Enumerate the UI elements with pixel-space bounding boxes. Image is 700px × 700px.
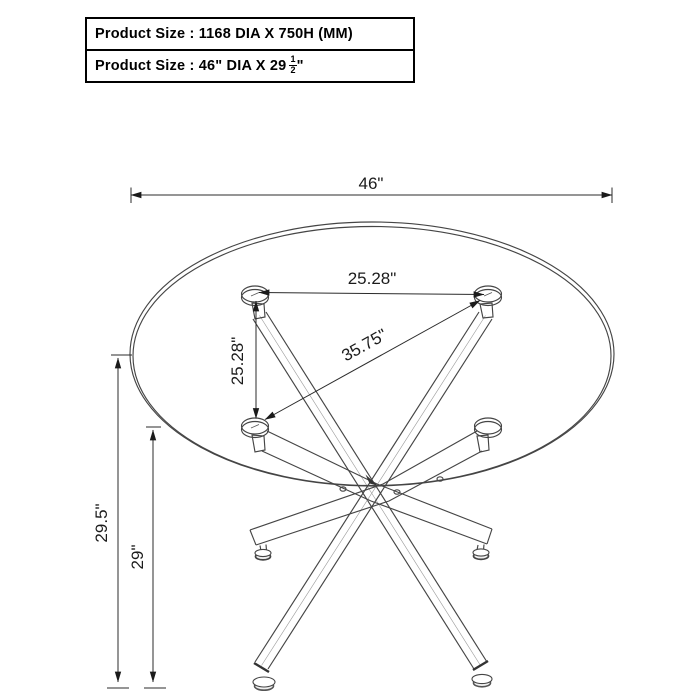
leg-discs [242, 286, 502, 452]
leg-front-right [253, 312, 492, 687]
disc-bottom-left [242, 418, 269, 438]
leg-bar-right [262, 431, 492, 559]
disc-top-left [242, 286, 269, 306]
inch-mark: " [296, 58, 304, 74]
dimension-front-leg-spacing [259, 269, 484, 295]
product-size-metric [87, 19, 413, 49]
product-size-metric-text: Product Size : 1168 DIA X 750H (MM) [95, 26, 353, 42]
product-size-imperial-text: Product Size : 46" DIA X 29 [95, 58, 287, 74]
dim-label-diagonal-leg-spacing: 35.75" [338, 325, 391, 366]
dim-label-underside-height: 29" [128, 544, 147, 570]
leg-end-cut [473, 661, 488, 670]
tabletop-ellipse-outer [130, 222, 614, 486]
dimension-underside-height [128, 427, 166, 688]
dimension-diameter [131, 174, 612, 203]
dimension-overall-height [92, 355, 132, 688]
tabletop-ellipse-inner [133, 227, 611, 486]
product-size-imperial [87, 49, 413, 81]
disc-top-right [475, 286, 502, 306]
dim-label-overall-height: 29.5" [92, 503, 111, 543]
leg-bar-left [250, 431, 482, 560]
dim-label-side-leg-spacing: 25.28" [228, 336, 247, 386]
dim-label-diameter: 46" [358, 174, 384, 193]
product-size-box [85, 17, 415, 83]
dimensions [92, 174, 612, 688]
tabletop-glass [130, 222, 614, 494]
fraction-one-half: $\frac{1}{2}$ [290, 54, 296, 75]
dim-label-front-leg-spacing: 25.28" [347, 269, 397, 288]
dimension-side-leg-spacing [228, 301, 256, 419]
leg-end-cut [254, 663, 269, 672]
table-base [250, 312, 492, 690]
